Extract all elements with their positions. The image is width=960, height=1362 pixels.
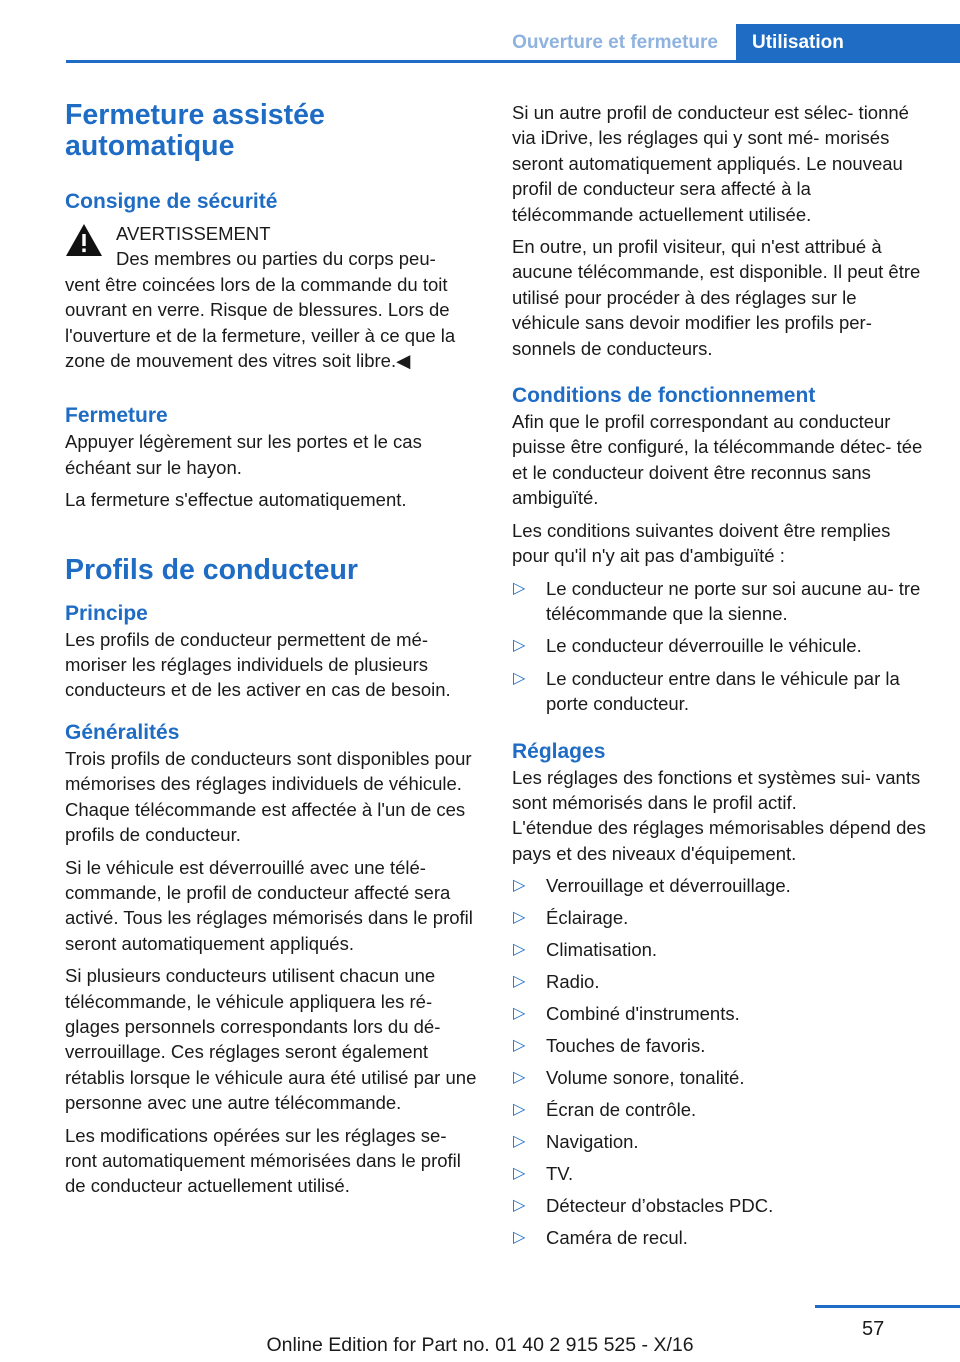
bullet-icon: ▷ — [513, 973, 526, 991]
paragraph: En outre, un profil visiteur, qui n'est attribué à aucune télécommande, est disponible. Il peut être utilisé pour procéder à des réglages sur le véhicule sans devoir modifier les profils per‐ sonnels de conducteurs. — [512, 236, 921, 359]
list-item: ▷ Navigation. — [512, 1129, 926, 1154]
list-item: ▷ Le conducteur ne porte sur soi aucune au‐ tre télécommande que la sienne. — [513, 577, 921, 624]
warning-first-line: Des membres ou parties du corps peu‐ — [116, 248, 436, 270]
heading-generalites: Généralités — [65, 720, 180, 744]
list-item: ▷ Caméra de recul. — [512, 1225, 926, 1250]
list-item: ▷ Climatisation. — [512, 937, 926, 962]
heading-consigne: Consigne de sécurité — [65, 190, 278, 213]
heading-profils: Profils de conducteur — [65, 553, 358, 586]
header-rule — [66, 60, 960, 63]
list-item: ▷ Touches de favoris. — [512, 1033, 926, 1058]
paragraph: Les modifications opérées sur les réglages se‐ ront automatiquement mémorisées dans le profil de conducteur actuellement utilisé. — [65, 1124, 461, 1197]
paragraph: L'étendue des réglages mémorisables dépend des pays et des niveaux d'équipement. — [512, 817, 926, 864]
list-item: ▷ TV. — [512, 1161, 926, 1186]
settings-list — [512, 873, 926, 1250]
paragraph: Si le véhicule est déverrouillé avec une télé‐ commande, le profil de conducteur affecté sera activé. Tous les réglages mémorisés dans le profil seront automatiquement appliqués. — [65, 856, 473, 954]
warning-title: AVERTISSEMENT — [116, 223, 271, 244]
list-item: ▷ Détecteur d’obstacles PDC. — [512, 1193, 926, 1218]
paragraph: Les réglages des fonctions et systèmes sui‐ vants sont mémorisés dans le profil actif. — [512, 766, 921, 813]
section-tab[interactable]: Ouverture et fermeture — [512, 32, 718, 53]
paragraph: Si un autre profil de conducteur est sélec‐ tionné via iDrive, les réglages qui y sont mé‐ morisés seront automatiquement appliqués. Le nouveau profil de conducteur sera affecté à la télécommande actuellement utilisée. — [512, 102, 909, 225]
heading-conditions: Conditions de fonctionnement — [512, 384, 816, 408]
header-tabs — [512, 24, 960, 62]
bullet-icon: ▷ — [513, 1165, 526, 1183]
list-item: ▷ Verrouillage et déverrouillage. — [512, 873, 926, 898]
paragraph: Afin que le profil correspondant au conducteur puisse être configuré, la télécommande détec‐ tée et le conducteur doivent être reconnus sans ambiguïté. — [512, 411, 923, 509]
conditions-list — [512, 576, 926, 717]
paragraph: Trois profils de conducteurs sont disponibles pour mémorises des réglages individuels de véhicule. Chaque télécommande est affectée à l'un de ces profils de conducteur. — [65, 747, 472, 846]
list-item: ▷ Le conducteur déverrouille le véhicule. — [512, 633, 926, 658]
warning-text: vent être coincées lors de la commande du toit ouvrant en verre. Risque de blessures. Lors de l'ouverture et de la fermeture, veiller à ce que la zone de mouvement des vitres soit libre.◀ — [65, 273, 456, 372]
bullet-icon: ▷ — [513, 1229, 526, 1247]
list-item: ▷ Radio. — [512, 969, 926, 994]
list-item: ▷ Éclairage. — [512, 905, 926, 930]
paragraph: Si plusieurs conducteurs utilisent chacun une télécommande, le véhicule appliquera les ré‐ glages personnels correspondants lors du dé‐ verrouillage. Ces réglages seront également rétablis lorsque le véhicule aura été utilisé par une personne avec une autre télécommande. — [65, 965, 477, 1114]
footer-edition: Online Edition for Part no. 01 40 2 915 525 - X/16 — [266, 1334, 694, 1356]
chapter-tab[interactable]: Utilisation — [736, 24, 960, 62]
list-item: ▷ Le conducteur entre dans le véhicule par la porte conducteur. — [513, 667, 900, 715]
footer-rule — [815, 1305, 960, 1308]
list-item: ▷ Volume sonore, tonalité. — [512, 1065, 926, 1090]
list-item: ▷ Écran de contrôle. — [512, 1097, 926, 1122]
warning-icon — [65, 223, 103, 257]
bullet-icon: ▷ — [513, 579, 526, 597]
heading-fermeture: Fermeture — [65, 404, 168, 428]
bullet-icon: ▷ — [513, 909, 526, 927]
paragraph: Les profils de conducteur permettent de mé‐ moriser les réglages individuels de plusieurs conducteurs et de les activer en cas de besoin. — [65, 628, 451, 701]
bullet-icon: ▷ — [513, 877, 526, 895]
page-number: 57 — [862, 1318, 885, 1340]
heading-fermeture-assistee: Fermeture assistée automatique — [65, 99, 325, 162]
bullet-icon: ▷ — [513, 1101, 526, 1119]
heading-reglages: Réglages — [512, 739, 606, 763]
bullet-icon: ▷ — [513, 1069, 526, 1087]
bullet-icon: ▷ — [513, 1133, 526, 1151]
right-column — [512, 100, 926, 1251]
list-item: ▷ Combiné d'instruments. — [512, 1001, 926, 1026]
paragraph: Les conditions suivantes doivent être remplies pour qu'il n'y ait pas d'ambiguïté : — [512, 519, 891, 567]
bullet-icon: ▷ — [513, 1197, 526, 1215]
warning-block — [65, 221, 479, 373]
bullet-icon: ▷ — [513, 669, 526, 687]
bullet-icon: ▷ — [513, 1005, 526, 1023]
paragraph: La fermeture s'effectue automatiquement. — [65, 489, 407, 511]
left-column — [65, 100, 479, 1199]
heading-principe: Principe — [65, 601, 148, 625]
paragraph: Appuyer légèrement sur les portes et le cas échéant sur le hayon. — [65, 431, 422, 478]
bullet-icon: ▷ — [513, 1037, 526, 1055]
bullet-icon: ▷ — [513, 637, 526, 655]
bullet-icon: ▷ — [513, 941, 526, 959]
